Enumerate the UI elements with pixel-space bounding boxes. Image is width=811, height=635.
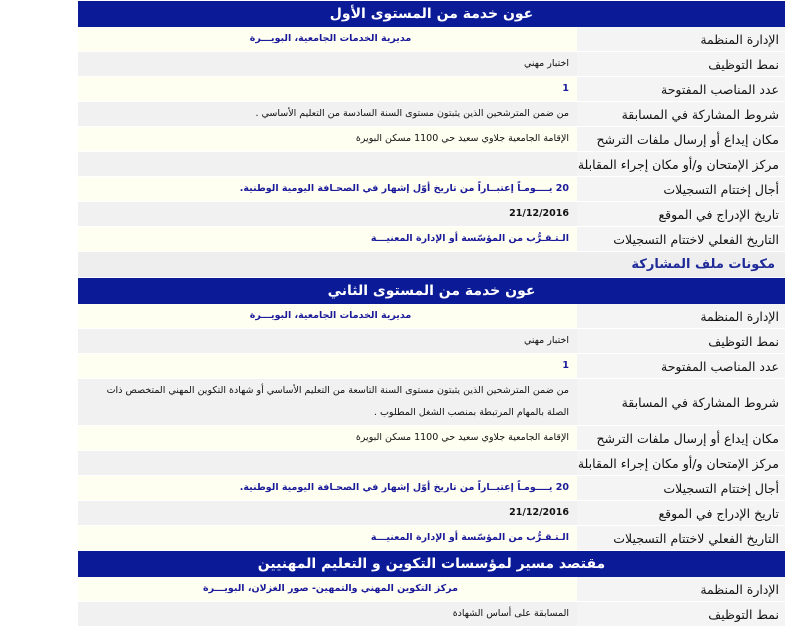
submission-place-value: الإقامة الجامعية جلاوي سعيد حي 1100 مسكن البويرة xyxy=(78,426,577,450)
deadline-value: 20 يــــومـاً إعتبــاراً من تاريخ أوّل إشهار في الصحـافة اليومية الوطنية. xyxy=(78,476,577,500)
row-label: الإدارة المنظمة xyxy=(577,304,785,328)
row-label: عدد المناصب المفتوحة xyxy=(577,354,785,378)
table-row xyxy=(78,451,785,476)
table-row xyxy=(78,77,785,102)
table-row xyxy=(78,379,785,426)
deadline-value: 20 يــــومـاً إعتبــاراً من تاريخ أوّل إشهار في الصحـافة اليومية الوطنية. xyxy=(78,177,577,201)
table-row xyxy=(78,177,785,202)
table-row xyxy=(78,476,785,501)
table-row xyxy=(78,526,785,551)
table-row xyxy=(78,354,785,379)
row-label: مكان إيداع أو إرسال ملفات الترشح xyxy=(577,127,785,151)
row-label: التاريخ الفعلي لاختتام التسجيلات xyxy=(577,227,785,251)
submission-place-value: الإقامة الجامعية جلاوي سعيد حي 1100 مسكن البويرة xyxy=(78,127,577,151)
table-row xyxy=(78,329,785,354)
table-row xyxy=(78,152,785,177)
table-row xyxy=(78,304,785,329)
table-row xyxy=(78,426,785,451)
row-label: نمط التوظيف xyxy=(577,52,785,76)
row-label: مركز الإمتحان و/أو مكان إجراء المقابلة xyxy=(577,152,785,176)
organizing-admin-value: مديرية الخدمات الجامعية، البويـــرة xyxy=(78,27,577,51)
table-row xyxy=(78,227,785,252)
row-label: نمط التوظيف xyxy=(577,329,785,353)
row-label: عدد المناصب المفتوحة xyxy=(577,77,785,101)
table-row xyxy=(78,102,785,127)
posted-date-value: 21/12/2016 xyxy=(78,202,577,226)
row-label: التاريخ الفعلي لاختتام التسجيلات xyxy=(577,526,785,550)
table-row xyxy=(78,127,785,152)
posted-date-value: 21/12/2016 xyxy=(78,501,577,525)
row-label: مكان إيداع أو إرسال ملفات الترشح xyxy=(577,426,785,450)
section-2-title: عون خدمة من المستوى الثاني xyxy=(78,278,785,304)
conditions-value: من ضمن المترشحين الذين يثبتون مستوى السنة التاسعة من التعليم الأساسي أو شهادة التكوين المهني المتخصص ذات الصلة بالمهام المرتبطة بمنصب الشغل المطلوب . xyxy=(78,379,577,425)
section-1-title: عون خدمة من المستوى الأول xyxy=(78,1,785,27)
row-label: أجال إختتام التسجيلات xyxy=(577,177,785,201)
open-positions-value: 1 xyxy=(78,354,577,378)
actual-closing-value: الـتـقـرُّب من المؤسّسة أو الإدارة المعنيـــة xyxy=(78,227,577,251)
row-label: تاريخ الإدراج في الموقع xyxy=(577,501,785,525)
row-label: شروط المشاركة في المسابقة xyxy=(577,379,785,425)
exam-center-value xyxy=(78,152,577,176)
recruitment-type-value: اختبار مهني xyxy=(78,329,577,353)
table-row xyxy=(78,52,785,77)
table-row xyxy=(78,501,785,526)
organizing-admin-value: مديرية الخدمات الجامعية، البويـــرة xyxy=(78,304,577,328)
row-label: أجال إختتام التسجيلات xyxy=(577,476,785,500)
row-label: مركز الإمتحان و/أو مكان إجراء المقابلة xyxy=(577,451,785,475)
actual-closing-value: الـتـقـرُّب من المؤسّسة أو الإدارة المعنيـــة xyxy=(78,526,577,550)
section-3-title: مقتصد مسير لمؤسسات التكوين و التعليم المهنيين xyxy=(78,551,785,577)
row-label: شروط المشاركة في المسابقة xyxy=(577,102,785,126)
exam-center-value xyxy=(78,451,577,475)
row-label: نمط التوظيف xyxy=(577,602,785,626)
open-positions-value: 1 xyxy=(78,77,577,101)
row-label: الإدارة المنظمة xyxy=(577,577,785,601)
conditions-value: من ضمن المترشحين الذين يثبتون مستوى السنة السادسة من التعليم الأساسي . xyxy=(78,102,577,126)
table-row xyxy=(78,27,785,52)
table-row xyxy=(78,202,785,227)
organizing-admin-value: مركز التكوين المهني والتمهين- صور الغزلان، البويـــرة xyxy=(78,577,577,601)
row-label: الإدارة المنظمة xyxy=(577,27,785,51)
recruitment-type-value: المسابقة على أساس الشهادة xyxy=(78,602,577,626)
table-row xyxy=(78,602,785,627)
recruitment-type-value: اختبار مهني xyxy=(78,52,577,76)
row-label: تاريخ الإدراج في الموقع xyxy=(577,202,785,226)
table-row xyxy=(78,577,785,602)
participation-file-link[interactable]: مكونات ملف المشاركة xyxy=(78,252,785,277)
